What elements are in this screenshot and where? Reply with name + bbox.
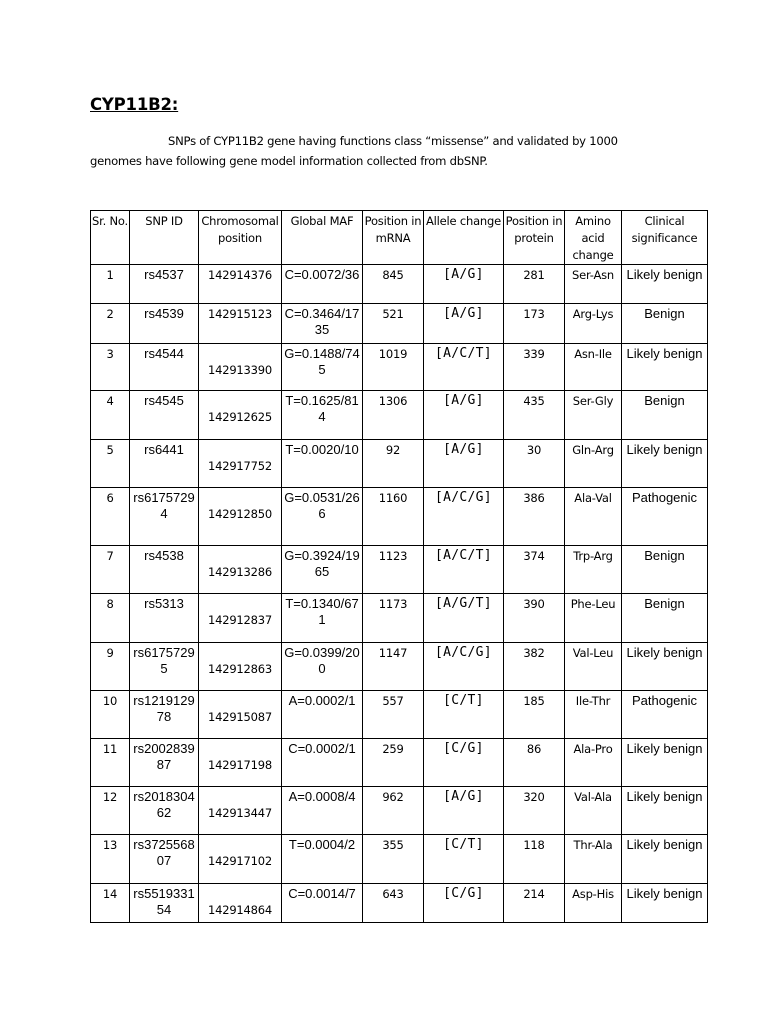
cell-snp-id-text: rs61757294 bbox=[133, 490, 195, 521]
cell-position-mrna bbox=[363, 488, 424, 546]
cell-global-maf-text: C=0.0072/36 bbox=[284, 267, 360, 282]
cell-amino-acid-change bbox=[565, 265, 622, 304]
cell-position-protein-text: 185 bbox=[523, 694, 545, 708]
cell-chromosomal-position-text: 142914376 bbox=[207, 268, 273, 282]
cell-sr-no-text: 8 bbox=[106, 597, 114, 611]
cell-global-maf bbox=[282, 643, 363, 691]
cell-sr-no-text: 6 bbox=[106, 491, 114, 505]
cell-amino-acid-change bbox=[565, 391, 622, 440]
cell-global-maf bbox=[282, 391, 363, 440]
intro-line-1: SNPs of CYP11B2 gene having functions class “missense” and validated by 1000 bbox=[168, 134, 618, 148]
cell-snp-id-text: rs372556807 bbox=[133, 837, 195, 868]
cell-amino-acid-change bbox=[565, 739, 622, 787]
cell-amino-acid-change bbox=[565, 440, 622, 488]
cell-global-maf bbox=[282, 884, 363, 923]
table-row bbox=[91, 594, 708, 643]
cell-amino-acid-change bbox=[565, 643, 622, 691]
cell-allele-change bbox=[424, 488, 504, 546]
cell-position-protein-text: 390 bbox=[523, 597, 545, 611]
cell-chromosomal-position bbox=[199, 739, 282, 787]
cell-amino-acid-change-text: Arg-Lys bbox=[572, 307, 614, 321]
cell-position-mrna-text: 355 bbox=[382, 838, 404, 852]
cell-global-maf-text: G=0.3924/1965 bbox=[284, 548, 360, 579]
cell-global-maf-text: T=0.0020/10 bbox=[285, 442, 359, 457]
cell-position-protein-text: 386 bbox=[523, 491, 545, 505]
cell-sr-no-text: 2 bbox=[106, 307, 114, 321]
cell-allele-change-text: [A/G/T] bbox=[435, 596, 492, 611]
cell-position-mrna-text: 557 bbox=[382, 694, 404, 708]
cell-sr-no-text: 13 bbox=[102, 838, 118, 852]
table-row bbox=[91, 739, 708, 787]
cell-amino-acid-change bbox=[565, 691, 622, 739]
cell-global-maf-text: T=0.0004/2 bbox=[288, 837, 356, 852]
cell-position-protein bbox=[504, 787, 565, 835]
cell-allele-change-text: [A/C/G] bbox=[435, 490, 492, 505]
table-row bbox=[91, 304, 708, 344]
table-row bbox=[91, 488, 708, 546]
cell-position-mrna bbox=[363, 546, 424, 594]
cell-sr-no-text: 14 bbox=[102, 887, 118, 901]
cell-clinical-significance bbox=[622, 344, 708, 391]
cell-allele-change bbox=[424, 884, 504, 923]
cell-amino-acid-change-text: Asp-His bbox=[572, 887, 614, 901]
intro-line-2: genomes have following gene model information collected from dbSNP. bbox=[90, 154, 488, 168]
cell-position-mrna bbox=[363, 691, 424, 739]
cell-position-mrna bbox=[363, 884, 424, 923]
snp-table bbox=[90, 210, 708, 923]
cell-position-protein-text: 86 bbox=[526, 742, 542, 756]
cell-sr-no-text: 10 bbox=[102, 694, 118, 708]
table-row bbox=[91, 691, 708, 739]
cell-position-protein-text: 281 bbox=[523, 268, 545, 282]
cell-position-mrna bbox=[363, 594, 424, 643]
cell-position-mrna-text: 1019 bbox=[378, 347, 408, 361]
cell-clinical-significance bbox=[622, 884, 708, 923]
cell-clinical-significance-text: Likely benign bbox=[626, 837, 703, 852]
header-position-protein: Position in protein bbox=[504, 211, 565, 265]
cell-allele-change bbox=[424, 304, 504, 344]
cell-amino-acid-change-text: Ala-Pro bbox=[573, 742, 613, 756]
cell-position-protein-text: 30 bbox=[526, 443, 542, 457]
cell-allele-change bbox=[424, 643, 504, 691]
cell-snp-id bbox=[130, 835, 199, 884]
table-row bbox=[91, 344, 708, 391]
cell-position-mrna-text: 1306 bbox=[378, 394, 408, 408]
cell-clinical-significance bbox=[622, 488, 708, 546]
cell-global-maf-text: G=0.0399/200 bbox=[284, 645, 360, 676]
cell-snp-id-text: rs4539 bbox=[144, 306, 184, 321]
cell-snp-id bbox=[130, 739, 199, 787]
cell-clinical-significance-text: Likely benign bbox=[626, 442, 703, 457]
cell-clinical-significance-text: Likely benign bbox=[626, 886, 703, 901]
cell-snp-id-text: rs5313 bbox=[144, 596, 184, 611]
cell-snp-id-text: rs551933154 bbox=[133, 886, 195, 917]
cell-allele-change-text: [C/G] bbox=[443, 886, 484, 901]
cell-allele-change bbox=[424, 344, 504, 391]
cell-position-mrna-text: 92 bbox=[385, 443, 401, 457]
cell-chromosomal-position bbox=[199, 594, 282, 643]
cell-snp-id bbox=[130, 488, 199, 546]
cell-position-protein bbox=[504, 488, 565, 546]
cell-chromosomal-position-text: 142913447 bbox=[207, 806, 273, 820]
cell-chromosomal-position-text: 142913390 bbox=[207, 363, 273, 377]
cell-allele-change bbox=[424, 546, 504, 594]
cell-allele-change bbox=[424, 835, 504, 884]
cell-clinical-significance-text: Likely benign bbox=[626, 267, 703, 282]
cell-position-protein bbox=[504, 265, 565, 304]
cell-position-protein bbox=[504, 344, 565, 391]
cell-position-mrna-text: 1173 bbox=[378, 597, 408, 611]
cell-amino-acid-change-text: Ala-Val bbox=[574, 491, 612, 505]
header-snp-id: SNP ID bbox=[130, 211, 199, 265]
cell-snp-id bbox=[130, 265, 199, 304]
cell-snp-id bbox=[130, 344, 199, 391]
cell-position-mrna bbox=[363, 835, 424, 884]
table-row bbox=[91, 440, 708, 488]
cell-chromosomal-position-text: 142915123 bbox=[207, 307, 273, 321]
cell-sr-no bbox=[91, 787, 130, 835]
cell-clinical-significance bbox=[622, 391, 708, 440]
cell-global-maf-text: C=0.0002/1 bbox=[288, 741, 356, 756]
cell-clinical-significance-text: Benign bbox=[644, 393, 685, 408]
cell-snp-id-text: rs4545 bbox=[144, 393, 184, 408]
cell-allele-change-text: [C/T] bbox=[443, 837, 484, 852]
cell-global-maf-text: C=0.0014/7 bbox=[288, 886, 356, 901]
cell-sr-no bbox=[91, 440, 130, 488]
cell-clinical-significance bbox=[622, 265, 708, 304]
cell-sr-no bbox=[91, 304, 130, 344]
cell-sr-no bbox=[91, 594, 130, 643]
cell-chromosomal-position bbox=[199, 884, 282, 923]
cell-position-protein bbox=[504, 739, 565, 787]
cell-global-maf bbox=[282, 787, 363, 835]
cell-clinical-significance-text: Benign bbox=[644, 596, 685, 611]
cell-position-protein bbox=[504, 304, 565, 344]
cell-amino-acid-change-text: Thr-Ala bbox=[573, 838, 613, 852]
cell-position-protein-text: 339 bbox=[523, 347, 545, 361]
cell-chromosomal-position bbox=[199, 344, 282, 391]
cell-position-mrna-text: 962 bbox=[382, 790, 404, 804]
header-allele-change: Allele change bbox=[424, 211, 504, 265]
cell-allele-change-text: [C/G] bbox=[443, 741, 484, 756]
cell-snp-id-text: rs4544 bbox=[144, 346, 184, 361]
cell-amino-acid-change bbox=[565, 546, 622, 594]
cell-clinical-significance-text: Pathogenic bbox=[631, 693, 698, 708]
cell-amino-acid-change bbox=[565, 787, 622, 835]
cell-global-maf bbox=[282, 265, 363, 304]
table-row bbox=[91, 787, 708, 835]
cell-allele-change-text: [C/T] bbox=[443, 693, 484, 708]
table-body bbox=[91, 265, 708, 923]
header-position-mrna: Position in mRNA bbox=[363, 211, 424, 265]
cell-chromosomal-position-text: 142912625 bbox=[207, 410, 273, 424]
cell-allele-change bbox=[424, 739, 504, 787]
cell-clinical-significance bbox=[622, 739, 708, 787]
cell-clinical-significance-text: Pathogenic bbox=[631, 490, 698, 505]
cell-chromosomal-position-text: 142917198 bbox=[207, 758, 273, 772]
cell-amino-acid-change-text: Ser-Asn bbox=[571, 268, 614, 282]
cell-clinical-significance bbox=[622, 546, 708, 594]
cell-global-maf-text: G=0.1488/745 bbox=[284, 346, 360, 377]
cell-clinical-significance bbox=[622, 787, 708, 835]
cell-position-protein bbox=[504, 643, 565, 691]
cell-snp-id-text: rs4538 bbox=[144, 548, 184, 563]
cell-position-protein bbox=[504, 835, 565, 884]
cell-global-maf-text: A=0.0008/4 bbox=[288, 789, 356, 804]
table-row bbox=[91, 835, 708, 884]
cell-snp-id bbox=[130, 546, 199, 594]
cell-clinical-significance bbox=[622, 440, 708, 488]
cell-position-protein-text: 374 bbox=[523, 549, 545, 563]
cell-allele-change-text: [A/G] bbox=[443, 789, 484, 804]
cell-sr-no-text: 7 bbox=[106, 549, 114, 563]
cell-clinical-significance bbox=[622, 594, 708, 643]
cell-allele-change bbox=[424, 440, 504, 488]
cell-clinical-significance-text: Benign bbox=[644, 306, 685, 321]
cell-chromosomal-position bbox=[199, 488, 282, 546]
cell-global-maf bbox=[282, 739, 363, 787]
cell-chromosomal-position bbox=[199, 787, 282, 835]
cell-allele-change bbox=[424, 691, 504, 739]
cell-snp-id bbox=[130, 884, 199, 923]
cell-position-protein-text: 320 bbox=[523, 790, 545, 804]
cell-snp-id bbox=[130, 643, 199, 691]
cell-position-protein bbox=[504, 391, 565, 440]
cell-sr-no bbox=[91, 265, 130, 304]
cell-clinical-significance-text: Likely benign bbox=[626, 789, 703, 804]
cell-amino-acid-change bbox=[565, 594, 622, 643]
cell-chromosomal-position-text: 142913286 bbox=[207, 565, 273, 579]
cell-position-mrna-text: 259 bbox=[382, 742, 404, 756]
cell-chromosomal-position bbox=[199, 546, 282, 594]
cell-clinical-significance bbox=[622, 835, 708, 884]
cell-chromosomal-position-text: 142915087 bbox=[207, 710, 273, 724]
cell-snp-id bbox=[130, 787, 199, 835]
cell-sr-no bbox=[91, 691, 130, 739]
cell-sr-no-text: 5 bbox=[106, 443, 114, 457]
cell-sr-no bbox=[91, 739, 130, 787]
cell-allele-change-text: [A/C/T] bbox=[435, 548, 492, 563]
cell-global-maf bbox=[282, 344, 363, 391]
cell-position-protein bbox=[504, 546, 565, 594]
cell-snp-id-text: rs6441 bbox=[144, 442, 184, 457]
cell-amino-acid-change-text: Val-Leu bbox=[572, 646, 614, 660]
cell-chromosomal-position bbox=[199, 440, 282, 488]
cell-snp-id-text: rs4537 bbox=[144, 267, 184, 282]
cell-amino-acid-change-text: Val-Ala bbox=[574, 790, 612, 804]
table-row bbox=[91, 546, 708, 594]
cell-global-maf-text: T=0.1340/671 bbox=[285, 596, 359, 627]
cell-allele-change-text: [A/G] bbox=[443, 393, 484, 408]
cell-amino-acid-change bbox=[565, 835, 622, 884]
cell-chromosomal-position-text: 142917102 bbox=[207, 854, 273, 868]
cell-chromosomal-position bbox=[199, 304, 282, 344]
cell-snp-id bbox=[130, 594, 199, 643]
cell-sr-no bbox=[91, 546, 130, 594]
cell-chromosomal-position bbox=[199, 391, 282, 440]
cell-position-protein-text: 435 bbox=[523, 394, 545, 408]
table-row bbox=[91, 265, 708, 304]
cell-position-mrna-text: 1160 bbox=[378, 491, 408, 505]
cell-chromosomal-position-text: 142914864 bbox=[207, 903, 273, 917]
cell-snp-id-text: rs61757295 bbox=[133, 645, 195, 676]
header-chromosomal-position: Chromosomal position bbox=[199, 211, 282, 265]
cell-position-protein bbox=[504, 691, 565, 739]
cell-clinical-significance bbox=[622, 643, 708, 691]
cell-amino-acid-change bbox=[565, 304, 622, 344]
cell-allele-change bbox=[424, 265, 504, 304]
cell-amino-acid-change-text: Gln-Arg bbox=[572, 443, 614, 457]
cell-amino-acid-change-text: Ile-Thr bbox=[575, 694, 611, 708]
cell-global-maf bbox=[282, 304, 363, 344]
cell-position-protein-text: 214 bbox=[523, 887, 545, 901]
cell-position-protein bbox=[504, 440, 565, 488]
cell-sr-no-text: 11 bbox=[102, 742, 118, 756]
cell-global-maf bbox=[282, 594, 363, 643]
cell-sr-no-text: 4 bbox=[106, 394, 114, 408]
header-sr-no: Sr. No. bbox=[91, 211, 130, 265]
cell-position-mrna bbox=[363, 391, 424, 440]
cell-allele-change bbox=[424, 594, 504, 643]
page-title: CYP11B2: bbox=[90, 95, 179, 114]
cell-clinical-significance bbox=[622, 304, 708, 344]
cell-position-mrna-text: 1147 bbox=[378, 646, 408, 660]
cell-sr-no-text: 1 bbox=[106, 268, 114, 282]
cell-chromosomal-position-text: 142912863 bbox=[207, 662, 273, 676]
cell-snp-id bbox=[130, 691, 199, 739]
cell-sr-no bbox=[91, 884, 130, 923]
cell-sr-no-text: 3 bbox=[106, 347, 114, 361]
table-row bbox=[91, 643, 708, 691]
cell-position-mrna-text: 521 bbox=[382, 307, 404, 321]
cell-global-maf-text: C=0.3464/1735 bbox=[284, 306, 360, 337]
cell-sr-no bbox=[91, 391, 130, 440]
cell-chromosomal-position bbox=[199, 265, 282, 304]
cell-sr-no bbox=[91, 835, 130, 884]
cell-snp-id-text: rs201830462 bbox=[133, 789, 195, 820]
cell-position-protein-text: 173 bbox=[523, 307, 545, 321]
cell-position-mrna bbox=[363, 643, 424, 691]
cell-clinical-significance bbox=[622, 691, 708, 739]
cell-sr-no bbox=[91, 488, 130, 546]
cell-sr-no bbox=[91, 344, 130, 391]
cell-global-maf bbox=[282, 835, 363, 884]
cell-position-protein bbox=[504, 884, 565, 923]
cell-global-maf-text: G=0.0531/266 bbox=[284, 490, 360, 521]
header-clinical-significance: Clinical significance bbox=[622, 211, 708, 265]
cell-snp-id bbox=[130, 304, 199, 344]
cell-clinical-significance-text: Likely benign bbox=[626, 741, 703, 756]
cell-position-protein-text: 118 bbox=[523, 838, 545, 852]
cell-chromosomal-position bbox=[199, 643, 282, 691]
cell-amino-acid-change bbox=[565, 884, 622, 923]
table-header-row bbox=[91, 211, 708, 265]
cell-chromosomal-position-text: 142917752 bbox=[207, 459, 273, 473]
cell-snp-id-text: rs200283987 bbox=[133, 741, 195, 772]
cell-snp-id bbox=[130, 440, 199, 488]
cell-position-protein-text: 382 bbox=[523, 646, 545, 660]
cell-sr-no bbox=[91, 643, 130, 691]
cell-position-protein bbox=[504, 594, 565, 643]
cell-amino-acid-change bbox=[565, 344, 622, 391]
cell-allele-change-text: [A/G] bbox=[443, 267, 484, 282]
cell-position-mrna-text: 845 bbox=[382, 268, 404, 282]
cell-position-mrna-text: 1123 bbox=[378, 549, 408, 563]
cell-position-mrna bbox=[363, 265, 424, 304]
cell-snp-id-text: rs121912978 bbox=[133, 693, 195, 724]
cell-global-maf bbox=[282, 440, 363, 488]
header-amino-acid-change: Amino acid change bbox=[565, 211, 622, 265]
cell-sr-no-text: 12 bbox=[102, 790, 118, 804]
cell-global-maf bbox=[282, 488, 363, 546]
cell-amino-acid-change-text: Ser-Gly bbox=[572, 394, 614, 408]
table-row bbox=[91, 884, 708, 923]
cell-clinical-significance-text: Likely benign bbox=[626, 645, 703, 660]
cell-position-mrna-text: 643 bbox=[382, 887, 404, 901]
cell-amino-acid-change bbox=[565, 488, 622, 546]
cell-amino-acid-change-text: Phe-Leu bbox=[570, 597, 616, 611]
table-row bbox=[91, 391, 708, 440]
cell-position-mrna bbox=[363, 440, 424, 488]
cell-chromosomal-position-text: 142912850 bbox=[207, 507, 273, 521]
cell-allele-change bbox=[424, 787, 504, 835]
cell-chromosomal-position bbox=[199, 691, 282, 739]
cell-allele-change-text: [A/C/T] bbox=[435, 346, 492, 361]
cell-position-mrna bbox=[363, 739, 424, 787]
cell-allele-change-text: [A/C/G] bbox=[435, 645, 492, 660]
cell-chromosomal-position bbox=[199, 835, 282, 884]
cell-clinical-significance-text: Likely benign bbox=[626, 346, 703, 361]
cell-global-maf-text: T=0.1625/814 bbox=[285, 393, 359, 424]
cell-allele-change-text: [A/G] bbox=[443, 306, 484, 321]
cell-chromosomal-position-text: 142912837 bbox=[207, 613, 273, 627]
cell-position-mrna bbox=[363, 304, 424, 344]
cell-position-mrna bbox=[363, 787, 424, 835]
cell-sr-no-text: 9 bbox=[106, 646, 114, 660]
cell-snp-id bbox=[130, 391, 199, 440]
cell-amino-acid-change-text: Asn-Ile bbox=[574, 347, 612, 361]
cell-clinical-significance-text: Benign bbox=[644, 548, 685, 563]
header-global-maf: Global MAF bbox=[282, 211, 363, 265]
intro-paragraph bbox=[90, 131, 690, 171]
cell-global-maf bbox=[282, 546, 363, 594]
cell-amino-acid-change-text: Trp-Arg bbox=[573, 549, 613, 563]
cell-allele-change-text: [A/G] bbox=[443, 442, 484, 457]
cell-global-maf bbox=[282, 691, 363, 739]
cell-position-mrna bbox=[363, 344, 424, 391]
cell-global-maf-text: A=0.0002/1 bbox=[288, 693, 356, 708]
cell-allele-change bbox=[424, 391, 504, 440]
